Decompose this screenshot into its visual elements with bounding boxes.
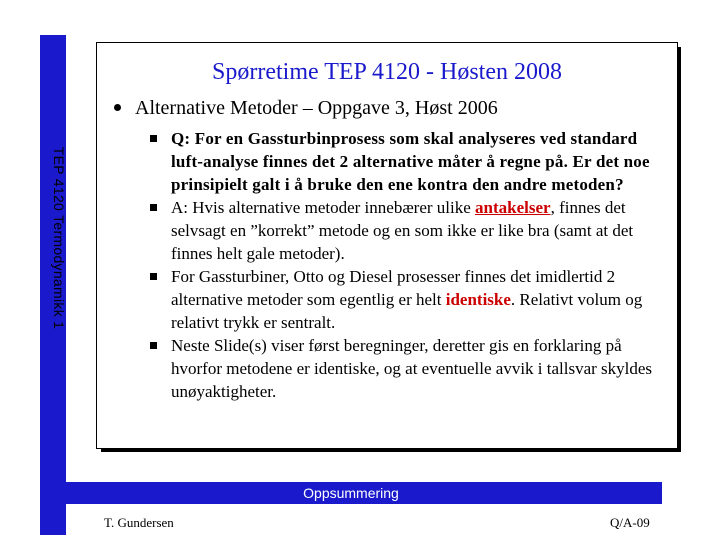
footer-page-number: Q/A-09 [610, 515, 650, 530]
square-bullet-icon [150, 135, 157, 142]
bullet-next-slide-text: Neste Slide(s) viser først beregninger, deretter gis en forklaring på hvorfor metodene er identiske, og at eventuelle avvik i tallsvar skyldes unøyaktigheter. [171, 336, 653, 401]
bullet-list [147, 127, 667, 403]
bullet-dot-icon [114, 104, 121, 111]
square-bullet-icon [150, 273, 157, 280]
square-bullet-icon [150, 204, 157, 211]
bullet-answer [147, 196, 667, 265]
slide-content-box [96, 42, 678, 449]
slide-heading [114, 97, 498, 120]
bullet-answer-text-end: , finnes det selvsagt en ”korrekt” metode og en som ikke er like bra (samt at det finnes helt gale metoder). [171, 198, 634, 263]
highlight-antakelser: antakelser [475, 198, 551, 217]
bottom-section-bar [40, 482, 662, 504]
slide-heading-text: Alternative Metoder – Oppgave 3, Høst 2006 [135, 97, 498, 119]
footer-author: T. Gundersen [104, 515, 174, 530]
bullet-answer-text-start: A: Hvis alternative metoder innebærer ulike [171, 198, 476, 217]
square-bullet-icon [150, 342, 157, 349]
slide-title: Spørretime TEP 4120 - Høsten 2008 [212, 59, 562, 85]
highlight-identiske: identiske [445, 290, 511, 309]
bullet-gasturbine [147, 265, 667, 334]
bullet-question-text: Q: For en Gassturbinprosess som skal analyseres ved standard luft-analyse finnes det 2 alternative måter å regne på. Er det noe prinsipielt galt i å bruke den ene kontra den andre metoden? [171, 129, 650, 194]
section-label: Oppsummering [303, 485, 399, 501]
bullet-gasturbine-text-end: . Relativt volum og relativt trykk er sentralt. [171, 290, 643, 332]
bullet-question [147, 127, 667, 196]
course-vertical-label: TEP 4120 Termodynamikk 1 [51, 146, 67, 330]
bullet-gasturbine-text-start: For Gassturbiner, Otto og Diesel prosesser finnes det imidlertid 2 alternative metoder som egentlig er helt [171, 267, 616, 309]
bullet-next-slide [147, 334, 667, 403]
